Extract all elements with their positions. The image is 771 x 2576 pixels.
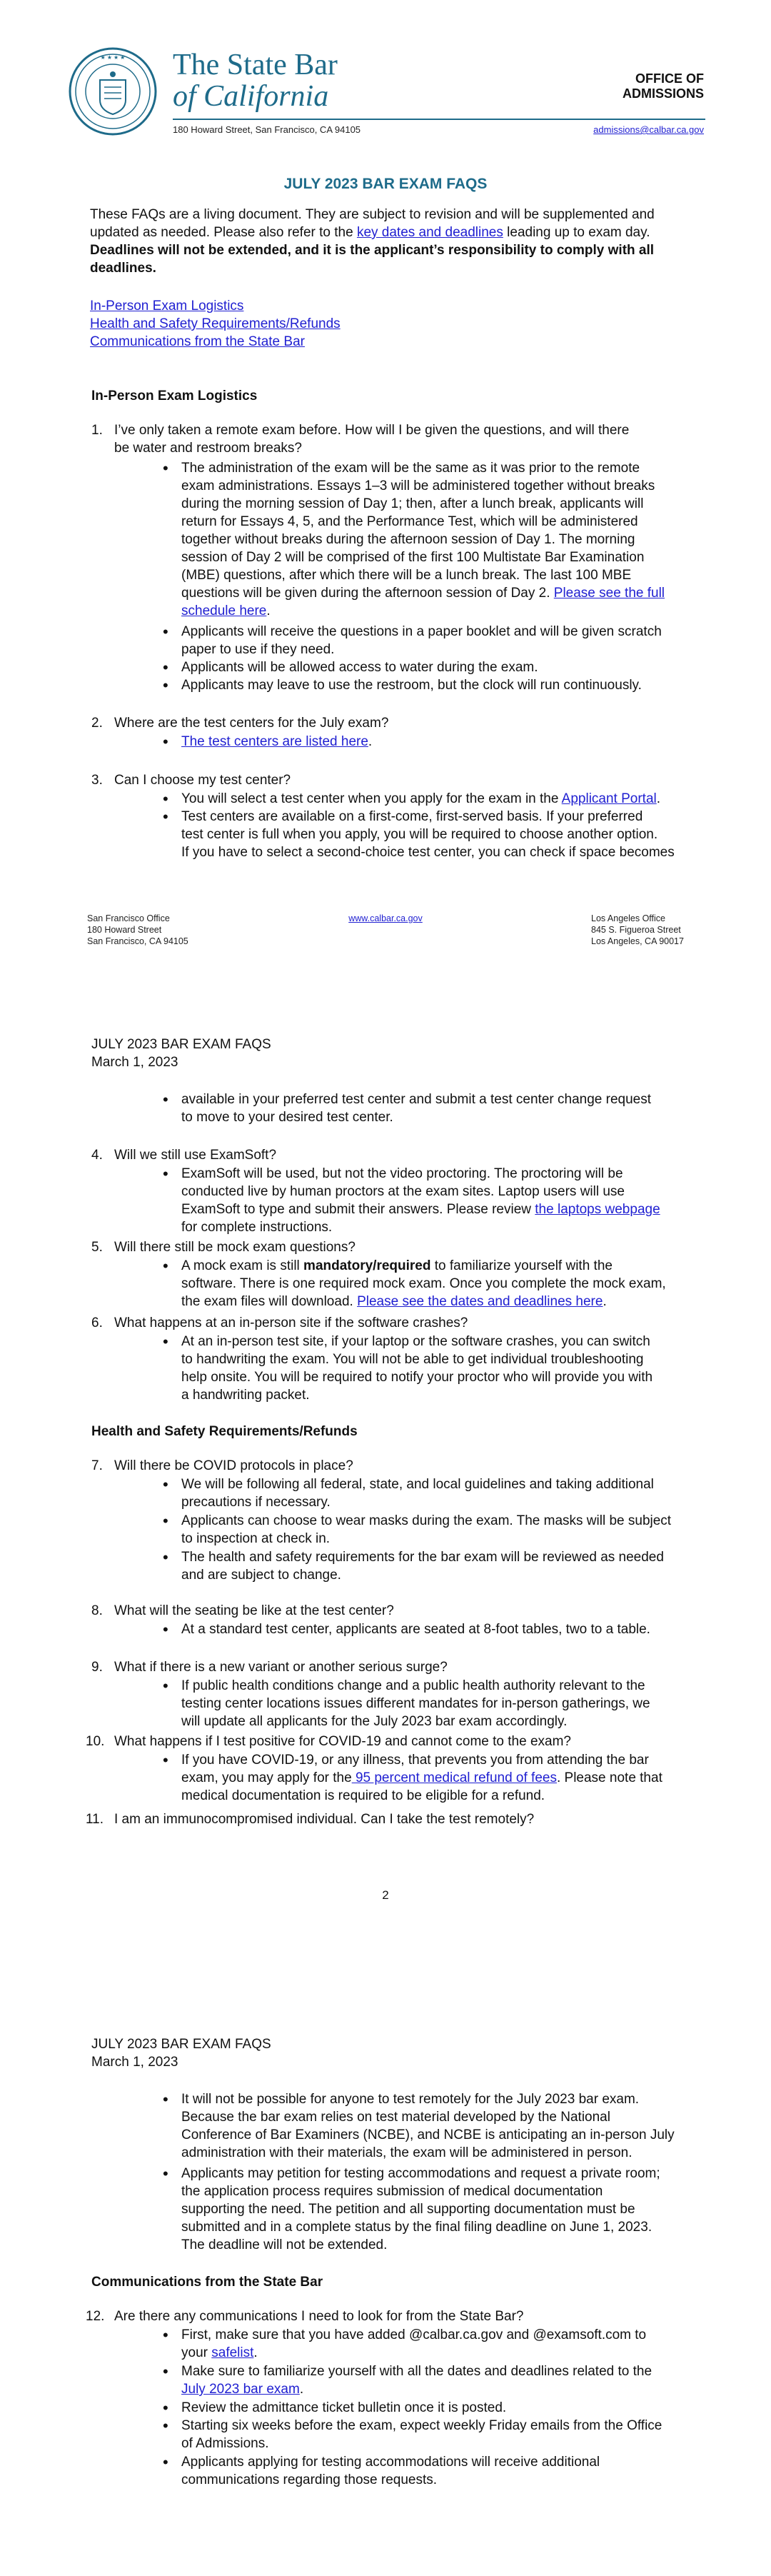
question-number: 1. bbox=[91, 423, 103, 438]
svg-text:★ ★ ★ ★: ★ ★ ★ ★ bbox=[100, 54, 126, 61]
intro-line-1: These FAQs are a living document. They are subject to revision and will be supplemented and bbox=[90, 207, 655, 222]
q2-bullet-1: • The test centers are listed here. bbox=[181, 733, 688, 751]
table-of-contents bbox=[90, 297, 341, 351]
question-1: 1. I’ve only taken a remote exam before. How will I be given the questions, and will there be water and restroom breaks? bbox=[91, 423, 630, 456]
question-12: 12. Are there any communications I need to look for from the State Bar? bbox=[86, 2309, 524, 2324]
q5-bullet-1: • A mock exam is still mandatory/required to familiarize yourself with the software. There is one required mock exam. Once you complete the mock exam, the exam files will download. Please see the dates and deadlines here. bbox=[181, 1257, 688, 1310]
org-name-line2: of California bbox=[173, 80, 329, 113]
running-header: JULY 2023 BAR EXAM FAQS March 1, 2023 bbox=[91, 2037, 271, 2070]
q1-bullet-2: • Applicants will receive the questions in a paper booklet and will be given scratch paper to use if they need. bbox=[181, 623, 688, 658]
q12-bullet-1: • First, make sure that you have added @calbar.ca.gov and @examsoft.com to your safelist. bbox=[181, 2326, 688, 2362]
q4-bullet-1: • ExamSoft will be used, but not the video proctoring. The proctoring will be conducted live by human proctors at the exam sites. Laptop users will use ExamSoft to type and submit their answers. Please review the laptops webpage for complete instructions. bbox=[181, 1165, 688, 1236]
admissions-email-link[interactable]: admissions@calbar.ca.gov bbox=[593, 124, 704, 135]
org-name-line1: The State Bar bbox=[173, 49, 338, 81]
q3-bullet-2-continued: • available in your preferred test center and submit a test center change request to move to your desired test center. bbox=[181, 1091, 688, 1126]
intro-bold-2: deadlines. bbox=[90, 261, 156, 276]
q1-bullet-4: • Applicants may leave to use the restroom, but the clock will run continuously. bbox=[181, 676, 688, 694]
page-number: 2 bbox=[382, 1888, 389, 1902]
footer-sf-office: San Francisco Office 180 Howard Street San Francisco, CA 94105 bbox=[87, 913, 188, 946]
q1-bullet-3: • Applicants will be allowed access to water during the exam. bbox=[181, 658, 688, 676]
section-heading-communications: Communications from the State Bar bbox=[91, 2275, 323, 2290]
section-heading-health: Health and Safety Requirements/Refunds bbox=[91, 1424, 358, 1439]
q10-bullet-1: • If you have COVID-19, or any illness, that prevents you from attending the bar exam, you may apply for the 95 percent medical refund of fees. Please note that medical documentation is required to be eligible for a refund. bbox=[181, 1751, 688, 1805]
page-2 bbox=[0, 986, 771, 1985]
q3-bullet-2: • Test centers are available on a first-come, first-served basis. If your preferred test center is full when you apply, you will be required to choose another option. If you have to select a second-choice test center, you can check if space becomes bbox=[181, 808, 688, 861]
q11-bullet-1: • It will not be possible for anyone to test remotely for the July 2023 bar exam. Because the bar exam relies on test material developed by the National Conference of Bar Examiners (NCBE), and NCBE is anticipating an in-person July administration with their materials, the exam will be administered in person. bbox=[181, 2090, 688, 2162]
letterhead-rule bbox=[173, 119, 705, 120]
page-1 bbox=[0, 0, 771, 986]
question-6: 6. What happens at an in-person site if the software crashes? bbox=[91, 1315, 468, 1330]
running-header: JULY 2023 BAR EXAM FAQS March 1, 2023 bbox=[91, 1037, 271, 1070]
mock-exam-dates-link[interactable]: Please see the dates and deadlines here bbox=[357, 1294, 603, 1309]
question-2: 2. Where are the test centers for the July exam? bbox=[91, 716, 389, 731]
toc-link-communications[interactable]: Communications from the State Bar bbox=[90, 334, 305, 349]
q12-bullet-2: • Make sure to familiarize yourself with all the dates and deadlines related to the July 2023 bar exam. bbox=[181, 2362, 688, 2398]
q12-bullet-5: • Applicants applying for testing accommodations will receive additional communications regarding those requests. bbox=[181, 2453, 688, 2489]
key-dates-link[interactable]: key dates and deadlines bbox=[356, 225, 503, 240]
q3-bullet-1: • You will select a test center when you apply for the exam in the Applicant Portal. bbox=[181, 790, 688, 808]
letterhead-address: 180 Howard Street, San Francisco, CA 94105 bbox=[173, 124, 361, 135]
q8-bullet-1: • At a standard test center, applicants are seated at 8-foot tables, two to a table. bbox=[181, 1620, 688, 1638]
footer-la-office: Los Angeles Office 845 S. Figueroa Street Los Angeles, CA 90017 bbox=[591, 913, 684, 946]
website-link[interactable]: www.calbar.ca.gov bbox=[348, 913, 423, 923]
laptops-webpage-link[interactable]: the laptops webpage bbox=[535, 1202, 660, 1217]
q9-bullet-1: • If public health conditions change and a public health authority relevant to the testing center locations issues different mandates for in-person gatherings, we will update all applicants for the July 2023 bar exam accordingly. bbox=[181, 1677, 688, 1730]
q12-bullet-3: • Review the admittance ticket bulletin once it is posted. bbox=[181, 2399, 688, 2417]
q7-bullet-1: • We will be following all federal, state, and local guidelines and taking additional precautions if necessary. bbox=[181, 1475, 688, 1511]
question-7: 7. Will there be COVID protocols in place? bbox=[91, 1458, 353, 1473]
full-schedule-link[interactable]: Please see the full bbox=[553, 586, 665, 601]
question-8: 8. What will the seating be like at the test center? bbox=[91, 1603, 394, 1618]
test-centers-link[interactable]: The test centers are listed here bbox=[181, 734, 368, 749]
toc-link-logistics[interactable]: In-Person Exam Logistics bbox=[90, 299, 244, 314]
section-heading-logistics: In-Person Exam Logistics bbox=[91, 389, 258, 404]
q7-bullet-3: • The health and safety requirements for the bar exam will be reviewed as needed and are subject to change. bbox=[181, 1548, 688, 1584]
question-9: 9. What if there is a new variant or another serious surge? bbox=[91, 1660, 448, 1675]
question-5: 5. Will there still be mock exam questions? bbox=[91, 1240, 356, 1255]
july-2023-bar-exam-link[interactable]: July 2023 bar exam bbox=[181, 2382, 300, 2397]
intro-paragraph bbox=[90, 206, 718, 277]
question-3: 3. Can I choose my test center? bbox=[91, 773, 291, 788]
applicant-portal-link[interactable]: Applicant Portal bbox=[561, 791, 657, 806]
page-title: JULY 2023 BAR EXAM FAQS bbox=[283, 176, 488, 192]
q6-bullet-1: • At an in-person test site, if your laptop or the software crashes, you can switch to handwriting the exam. You will not be able to get individual troubleshooting help onsite. You will be required to notify your proctor who will provide you with a handwriting packet. bbox=[181, 1333, 688, 1404]
question-4: 4. Will we still use ExamSoft? bbox=[91, 1148, 277, 1163]
question-10: 10. What happens if I test positive for COVID-19 and cannot come to the exam? bbox=[86, 1734, 571, 1749]
safelist-link[interactable]: safelist bbox=[211, 2345, 254, 2360]
q12-bullet-4: • Starting six weeks before the exam, expect weekly Friday emails from the Office of Admissions. bbox=[181, 2417, 688, 2452]
question-11: 11. I am an immunocompromised individual. Can I take the test remotely? bbox=[86, 1812, 535, 1827]
office-name: OFFICE OF ADMISSIONS bbox=[622, 71, 704, 101]
intro-bold-1: Deadlines will not be extended, and it is the applicant’s responsibility to comply with all bbox=[90, 243, 655, 258]
full-schedule-link-cont[interactable]: schedule here bbox=[181, 603, 267, 618]
toc-link-health[interactable]: Health and Safety Requirements/Refunds bbox=[90, 316, 341, 331]
q1-bullet-1: • The administration of the exam will be the same as it was prior to the remote exam administrations. Essays 1–3 will be administered together without breaks during the morning session of Day 1; then, after a lunch break, applicants will return for Essays 4, 5, and the Performance Test, which will be administered together without breaks during the afternoon session of Day 1. The morning session of Day 2 will be comprised of the first 100 Multistate Bar Examination (MBE) questions, after which there will be a lunch break. The last 100 MBE questions will be given during the afternoon session of Day 2. Please see the full schedule here. bbox=[181, 459, 688, 620]
page-3 bbox=[0, 1985, 771, 2576]
medical-refund-link[interactable]: 95 percent medical refund of fees bbox=[351, 1770, 557, 1785]
q11-bullet-2: • Applicants may petition for testing accommodations and request a private room; the application process requires submission of medical documentation supporting the need. The petition and all supporting documentation must be submitted and in a complete status by the final filing deadline on June 1, 2023. The deadline will not be extended. bbox=[181, 2165, 688, 2254]
intro-line-2: updated as needed. Please also refer to the key dates and deadlines leading up to exam day. bbox=[90, 225, 650, 240]
q7-bullet-2: • Applicants can choose to wear masks during the exam. The masks will be subject to inspection at check in. bbox=[181, 1512, 688, 1548]
state-bar-seal-logo bbox=[69, 47, 157, 136]
